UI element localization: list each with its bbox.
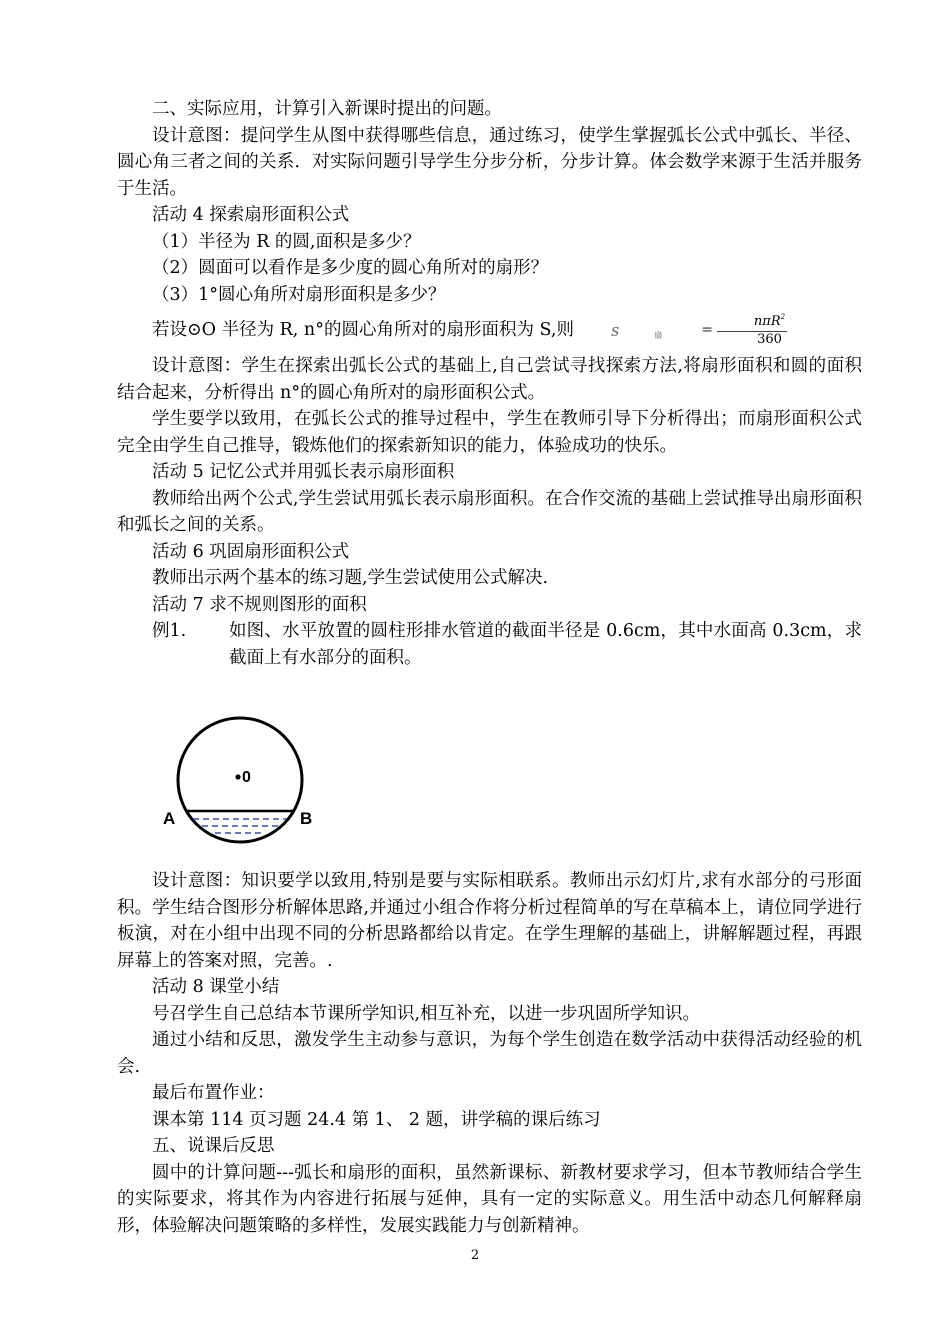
formula-lhs-sub: 扇 (654, 331, 663, 341)
activity4-question-3: （3）1°圆心角所对扇形面积是多少？ (152, 284, 446, 305)
pipe-circle (178, 718, 302, 842)
activity4-question-1: （1）半径为 R 的圆,面积是多少？ (152, 231, 421, 252)
figure-design-intent: 设计意图：知识要学以致用,特别是要与实际相联系。教师出示幻灯片,求有水部分的弓形面积。学生结合图形分析解体思路,并通过小组合作将分析过程简单的写在草稿本上，请位同学进行板演，对在小组中出现不同的分析思路都给以肯定。在学生理解的基础上，讲解解题过程，再跟屏幕上的答案对照，完善。. (117, 871, 862, 971)
activity8-title: 活动 8 课堂小结 (152, 977, 280, 997)
point-b-label: B (300, 809, 313, 828)
activity7-title: 活动 7 求不规则图形的面积 (152, 594, 367, 615)
reflection-body: 圆中的计算问题---弧长和扇形的面积，虽然新课标、新教材要求学习，但本节教师结合学生的实际要求，将其作为内容进行拓展与延伸，具有一定的实际意义。用生活中动态几何解释扇形，体验解决问题策略的多样性，发展实践能力与创新精神。 (117, 1162, 862, 1236)
page-number: 2 (470, 1248, 480, 1263)
formula-fraction (717, 314, 787, 348)
pipe-cross-section-figure (155, 712, 335, 847)
formula-numerator (717, 314, 787, 332)
activity4-question-2: （2）圆面可以看作是多少度的圆心角所对的扇形？ (152, 258, 549, 278)
activity5-body: 教师给出两个公式,学生尝试用弧长表示扇形面积。在合作交流的基础上尝试推导出扇形面积和弧长之间的关系。 (117, 488, 862, 535)
formula-equals: = (701, 322, 713, 339)
example-1 (117, 618, 862, 671)
activity8-paragraph-2: 通过小结和反思，激发学生主动参与意识，为每个学生创造在数学活动中获得活动经验的机会. (117, 1030, 862, 1077)
section-heading-application: 二、实际应用，计算引入新课时提出的问题。 (152, 99, 502, 119)
activity8-paragraph-1: 号召学生自己总结本节课所学知识,相互补充，以进一步巩固所学知识。 (152, 1003, 701, 1024)
center-label: 0 (242, 769, 251, 786)
activity6-body: 教师出示两个基本的练习题,学生尝试使用公式解决. (152, 568, 549, 588)
formula-denominator: 360 (757, 331, 782, 347)
activity4-note: 学生要学以致用，在弧长公式的推导过程中，学生在教师引导下分析得出；而扇形面积公式完全由学生自己推导，锻炼他们的探索新知识的能力，体验成功的快乐。 (117, 409, 862, 456)
lower-text (117, 868, 862, 1239)
activity6-title: 活动 6 巩固扇形面积公式 (152, 541, 350, 562)
numerator-exponent: 2 (780, 312, 786, 321)
center-point-dot (235, 774, 240, 779)
formula-line (117, 308, 862, 353)
example-body: 如图、水平放置的圆柱形排水管道的截面半径是 0.6cm，其中水面高 0.3cm，求截面上有水部分的面积。 (229, 621, 862, 668)
formula-lhs: S (610, 325, 620, 340)
point-a-label: A (163, 809, 176, 828)
design-intent-paragraph: 设计意图：提问学生从图中获得哪些信息，通过练习，使学生掌握弧长公式中弧长、半径、圆心角三者之间的关系．对实际问题引导学生分步分析，分步计算。体会数学来源于生活并服务于生活。 (117, 125, 862, 199)
upper-text (117, 96, 862, 671)
numerator-text: nπR (753, 313, 781, 329)
activity5-title: 活动 5 记忆公式并用弧长表示扇形面积 (152, 462, 455, 482)
homework-text: 课本第 114 页习题 24.4 第 1、 2 题，讲学稿的课后练习 (152, 1109, 601, 1130)
activity4-title: 活动 4 探索扇形面积公式 (152, 205, 350, 225)
formula-intro: 若设⊙O 半径为 R, n°的圆心角所对的扇形面积为 S,则 (152, 320, 574, 341)
homework-title: 最后布置作业： (152, 1083, 275, 1103)
sector-area-formula (576, 314, 787, 348)
section-heading-reflection: 五、说课后反思 (152, 1136, 275, 1156)
activity4-design-intent: 设计意图：学生在探索出弧长公式的基础上,自己尝试寻找探索方法,将扇形面积和圆的面积结合起来，分析得出 n°的圆心角所对的扇形面积公式。 (117, 356, 862, 403)
example-label: 例1. (152, 621, 187, 641)
